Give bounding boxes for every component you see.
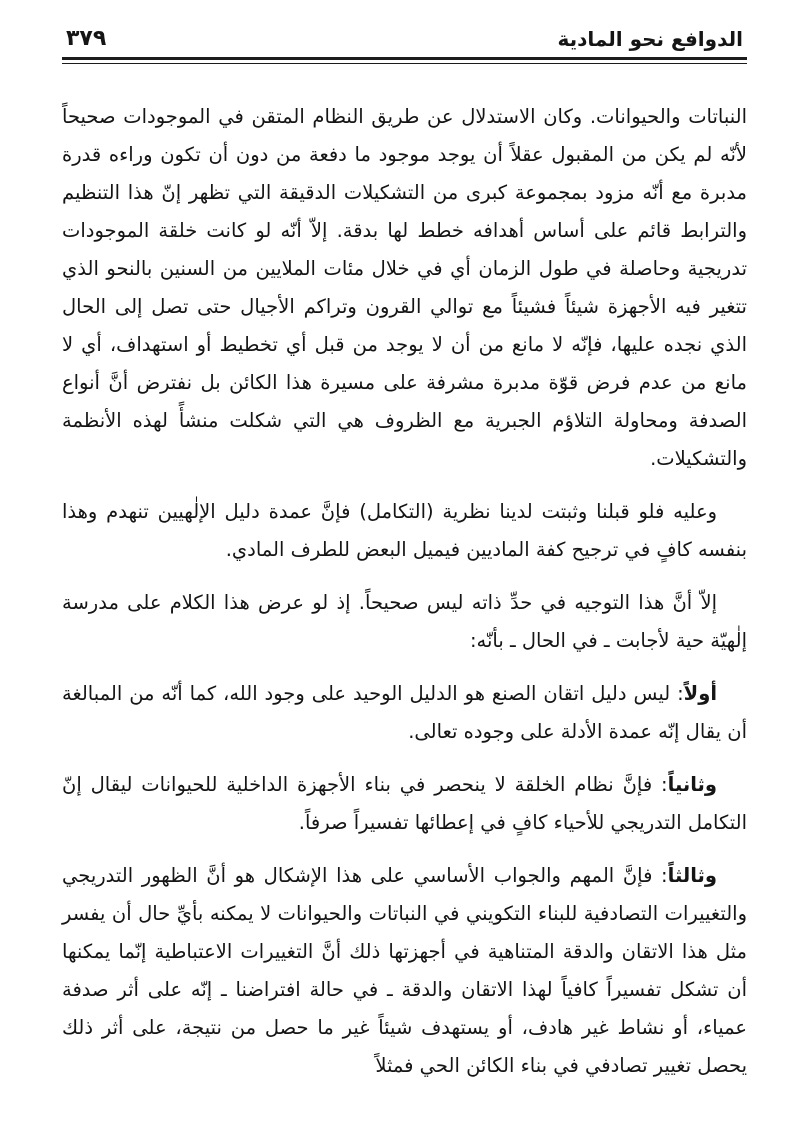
paragraph-1 — [62, 98, 747, 478]
paragraph-text: : ليس دليل اتقان الصنع هو الدليل الوحيد على وجود الله، كما أنّه من المبالغة أن يقال إنّه عمدة الأدلة على وجوده تعالى. — [62, 682, 747, 743]
paragraph-text: : فإنَّ نظام الخلقة لا ينحصر في بناء الأجهزة الداخلية للحيوانات ليقال إنّ التكامل التدريجي للأحياء كافٍ في إعطائها تفسيراً صرفاً. — [62, 773, 747, 834]
page-number: ٣٧٩ — [66, 26, 107, 51]
paragraph-3 — [62, 584, 747, 660]
paragraph-text: : فإنَّ المهم والجواب الأساسي على هذا الإشكال هو أنَّ الظهور التدريجي والتغييرات التصادفية للبناء التكويني في النباتات والحيوانات لا يمكنه بأيِّ حال أن يفسر مثل هذا الاتقان والدقة المتناهية في أجهزتها ذلك أنَّ التغييرات الاعتباطية إنّما يمكنها أن تشكل تفسيراً كافياً لهذا الاتقان والدقة ـ في حالة افتراضنا ـ إنّه على أثر صدفة عمياء، أو نشاط غير هادف، أو يستهدف شيئاً غير ما حصل من نتيجة، على أثر ذلك يحصل تغيير تصادفي في بناء الكائن الحي فمثلاً — [62, 864, 747, 1077]
paragraph-text: إلاّ أنَّ هذا التوجيه في حدِّ ذاته ليس صحيحاً. إذ لو عرض هذا الكلام على مدرسة إلٰهيّة حية لأجابت ـ في الحال ـ بأنّه: — [62, 591, 747, 652]
paragraph-6 — [62, 857, 747, 1085]
paragraph-text: وعليه فلو قبلنا وثبتت لدينا نظرية (التكامل) فإنَّ عمدة دليل الإلٰهيين تنهدم وهذا بنفسه كافٍ في ترجيح كفة الماديين فيميل البعض للطرف المادي. — [62, 500, 747, 561]
paragraph-5 — [62, 766, 747, 842]
page-header — [62, 26, 747, 57]
paragraph-2 — [62, 493, 747, 569]
page-body-text — [62, 98, 747, 1085]
paragraph-text: النباتات والحيوانات. وكان الاستدلال عن طريق النظام المتقن في الموجودات صحيحاً لأنّه لم يكن من المقبول عقلاً أن يوجد موجود ما دفعة من دون أن تكون وراءه قدرة مدبرة مع أنّه مزود بمجموعة كبرى من التشكيلات الدقيقة التي تظهر إنّ هذا التنظيم والترابط قائم على أساس أهدافه خطط لها بدقة. إلاّ أنّه لو كانت خلقة الموجودات تدريجية وحاصلة في طول الزمان أي في خلال مئات الملايين من السنين بالنحو الذي تتغير فيه الأجهزة شيئاً فشيئاً مع توالي القرون وتراكم الأجيال حتى تصل إلى الحال الذي نجده عليها، فإنّه لا مانع من أن لا يوجد من قبل أي تخطيط أو استهداف، أي لا مانع من عدم فرض قوّة مدبرة مشرفة على مسيرة هذا الكائن بل نفترض أنَّ أنواع الصدفة ومحاولة التلاؤم الجبرية مع الظروف هي التي شكلت منشأً لهذه الأنظمة والتشكيلات. — [62, 105, 747, 470]
paragraph-lead-thalithan: وثالثاً — [667, 864, 717, 887]
chapter-title: الدوافع نحو المادية — [557, 27, 743, 51]
paragraph-lead-thaniyan: وثانياً — [667, 773, 717, 796]
paragraph-lead-awalan: أولاً — [683, 682, 717, 705]
header-divider-rule — [62, 57, 747, 64]
paragraph-4 — [62, 675, 747, 751]
